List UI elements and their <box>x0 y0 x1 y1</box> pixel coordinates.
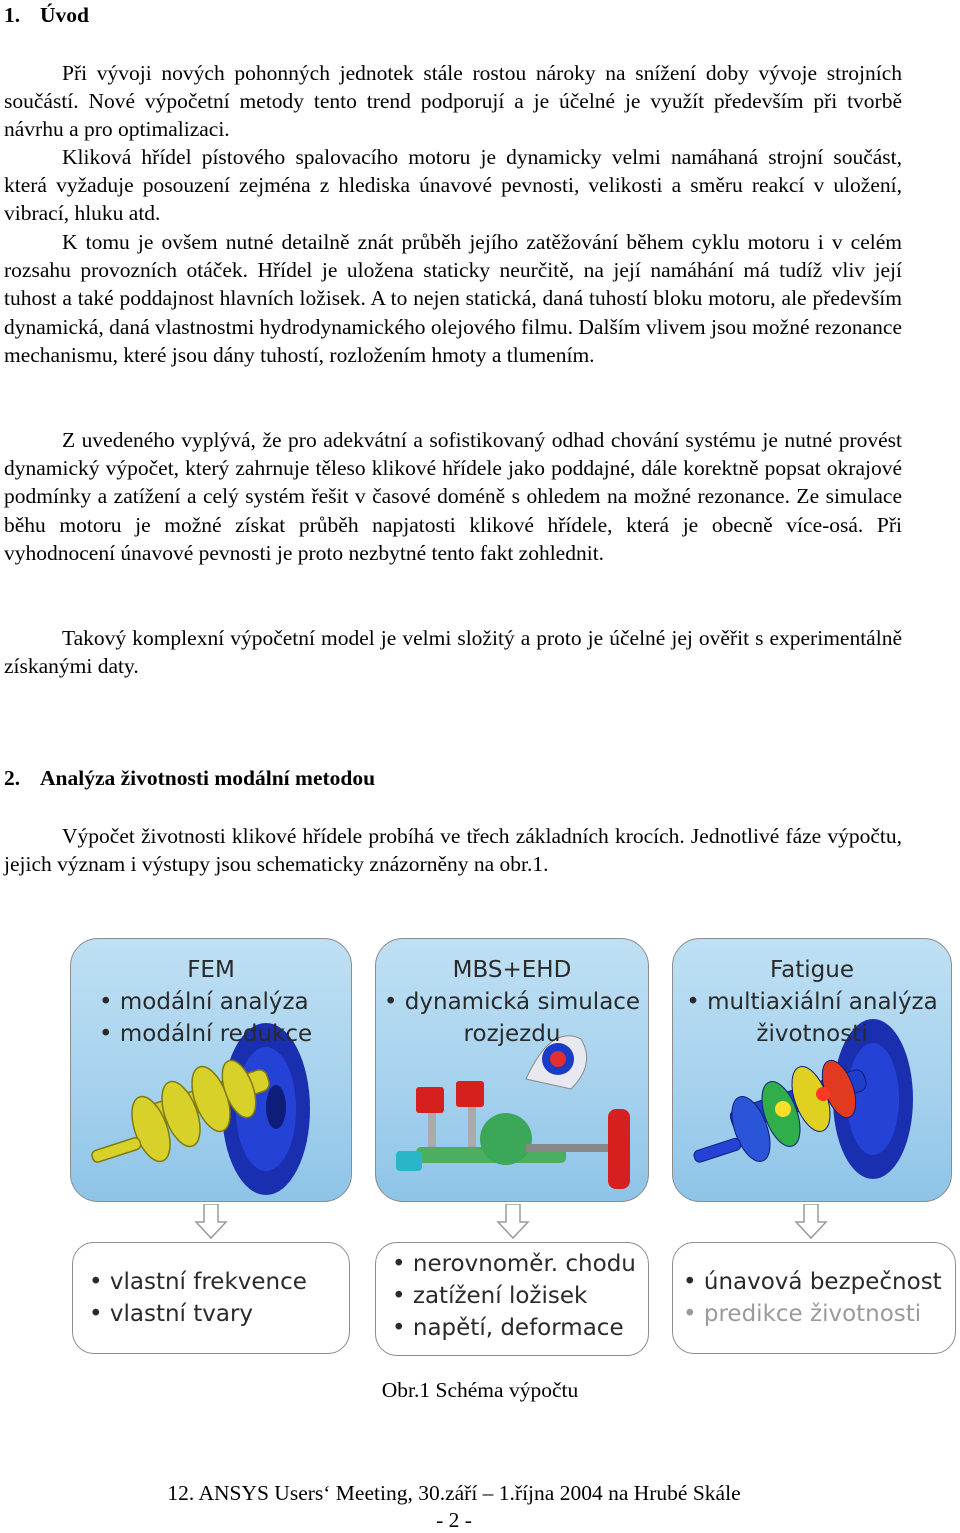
paragraph-4: Z uvedeného vyplývá, že pro adekvátní a sofistikovaný odhad chování systému je nutné provést dynamický výpočet, který zahrnuje těleso klikové hřídele jako poddajné, dále korektně popsat okrajové podmínky a zatížení a celý systém řešit v časové doméně s ohledem na možné rezonance. Ze simulace běhu motoru je možné získat průběh napjatosti klikové hřídele, která je obecně více-osá. Při vyhodnocení únavové pevnosti je proto nezbytné tento fakt zohlednit. <box>4 428 902 565</box>
section-2-title: Analýza životnosti modální metodou <box>40 766 376 790</box>
mbs-result-2: • zatížení ložisek <box>392 1283 588 1309</box>
fem-panel <box>70 938 352 1202</box>
paragraph-6: Výpočet životnosti klikové hřídele probíhá ve třech základních krocích. Jednotlivé fáze výpočtu, jejich význam i výstupy jsou schematicky znázorněny na obr.1. <box>4 824 902 877</box>
section-1-number: 1. <box>4 3 21 27</box>
fem-result-1: • vlastní frekvence <box>89 1269 307 1295</box>
arrow-down-icon <box>194 1204 228 1240</box>
arrow-down-icon <box>794 1204 828 1240</box>
fatigue-result-2: • predikce životnosti <box>683 1301 922 1327</box>
fatigue-title: Fatigue <box>770 957 854 983</box>
fatigue-results-box <box>672 1242 956 1354</box>
paragraph-5: Takový komplexní výpočetní model je velmi složitý a proto je účelné jej ověřit s experimentálně získanými daty. <box>4 626 902 679</box>
mbs-ehd-panel <box>375 938 649 1202</box>
paragraph-1: Při vývoji nových pohonných jednotek stále rostou nároky na snížení doby vývoje strojních součástí. Nové výpočetní metody tento trend podporují a je účelné je využít především při tvorbě návrhu a pro optimalizaci. <box>4 61 902 142</box>
fatigue-result-1: • únavová bezpečnost <box>683 1269 942 1295</box>
fem-title: FEM <box>187 957 235 983</box>
section-2-number: 2. <box>4 766 21 790</box>
fatigue-panel <box>672 938 952 1202</box>
fem-result-2: • vlastní tvary <box>89 1301 254 1327</box>
mbs-ehd-line-1: • dynamická simulace <box>383 989 641 1015</box>
fatigue-line-2: životnosti <box>756 1021 868 1047</box>
fem-line-1: • modální analýza <box>99 989 309 1015</box>
mbs-result-3: • napětí, deformace <box>392 1315 624 1341</box>
fatigue-line-1: • multiaxiální analýza <box>686 989 938 1015</box>
calculation-scheme-figure <box>66 936 958 1360</box>
arrow-down-icon <box>496 1204 530 1240</box>
section-1-title: Úvod <box>40 3 89 27</box>
mbs-result-1: • nerovnoměr. chodu <box>392 1251 636 1277</box>
section-1-heading <box>4 3 89 28</box>
footer-line: 12. ANSYS Users‘ Meeting, 30.září – 1.října 2004 na Hrubé Skále <box>167 1481 741 1505</box>
mbs-ehd-title: MBS+EHD <box>452 957 572 983</box>
page-number: - 2 - <box>436 1508 472 1532</box>
mbs-ehd-line-2: rozjezdu <box>463 1021 561 1047</box>
paragraph-2: Kliková hřídel pístového spalovacího motoru je dynamicky velmi namáhaná strojní součást, která vyžaduje posouzení zejména z hlediska únavové pevnosti, velikosti a směru reakcí v uložení, vibrací, hluku atd. <box>4 145 902 226</box>
fem-results-box <box>72 1242 350 1354</box>
paragraph-3: K tomu je ovšem nutné detailně znát průběh jejího zatěžování během cyklu motoru i v celém rozsahu provozních otáček. Hřídel je uložena staticky neurčitě, na její namáhání má tudíž vliv její tuhost a také poddajnost hlavních ložisek. A to nejen statická, daná tuhostí bloku motoru, ale především dynamická, daná vlastnostmi hydrodynamického olejového filmu. Dalším vlivem jsou možné rezonance mechanismu, které jsou dány tuhostí, rozložením hmoty a tlumením. <box>4 230 902 367</box>
section-2-heading <box>4 766 375 791</box>
fem-line-2: • modální redukce <box>99 1021 313 1047</box>
figure-caption: Obr.1 Schéma výpočtu <box>381 1378 579 1402</box>
mbs-results-box <box>375 1242 649 1356</box>
